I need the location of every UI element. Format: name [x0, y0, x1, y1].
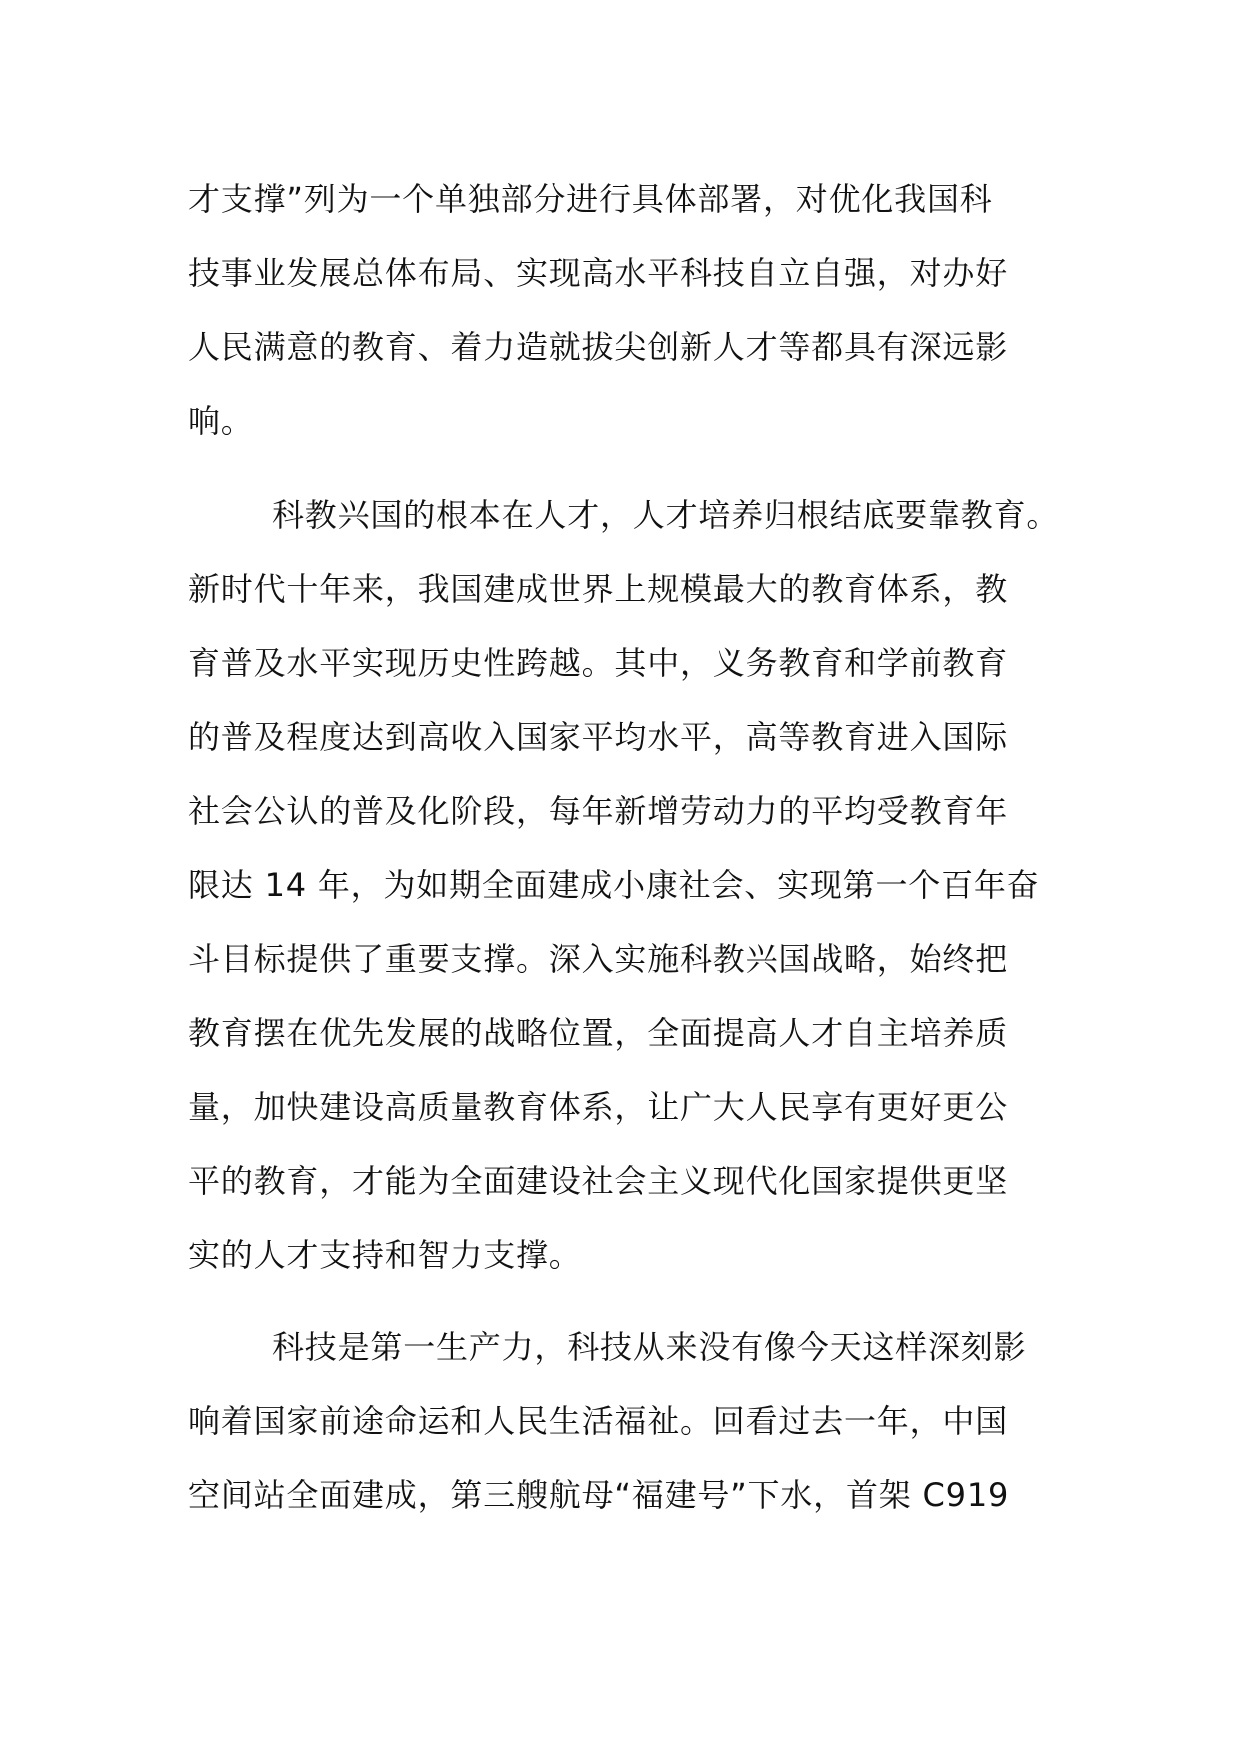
text-line: 育普及水平实现历史性跨越。其中，义务教育和学前教育	[188, 644, 1009, 682]
paragraph-1	[188, 162, 1068, 458]
paragraph-2	[188, 478, 1068, 1292]
text-line: 科教兴国的根本在人才，人才培养归根结底要靠教育。	[272, 496, 1060, 534]
text-line: 限达 14 年，为如期全面建成小康社会、实现第一个百年奋	[188, 866, 1040, 904]
text-line: 人民满意的教育、着力造就拔尖创新人才等都具有深远影	[188, 328, 1009, 366]
text-line: 技事业发展总体布局、实现高水平科技自立自强，对办好	[188, 254, 1009, 292]
text-line: 新时代十年来，我国建成世界上规模最大的教育体系，教	[188, 570, 1009, 608]
text-line: 响着国家前途命运和人民生活福祉。回看过去一年，中国	[188, 1402, 1009, 1440]
text-line: 空间站全面建成，第三艘航母“福建号”下水，首架 C919	[188, 1476, 1010, 1514]
text-line: 科技是第一生产力，科技从来没有像今天这样深刻影	[272, 1328, 1027, 1366]
text-line: 平的教育，才能为全面建设社会主义现代化国家提供更坚	[188, 1162, 1009, 1200]
text-line: 教育摆在优先发展的战略位置，全面提高人才自主培养质	[188, 1014, 1009, 1052]
text-line: 斗目标提供了重要支撑。深入实施科教兴国战略，始终把	[188, 940, 1009, 978]
text-line: 的普及程度达到高收入国家平均水平，高等教育进入国际	[188, 718, 1009, 756]
text-line: 社会公认的普及化阶段，每年新增劳动力的平均受教育年	[188, 792, 1009, 830]
text-line: 响。	[188, 402, 254, 440]
paragraph-3	[188, 1310, 1068, 1532]
text-line: 实的人才支持和智力支撑。	[188, 1236, 582, 1274]
text-line: 才支撑”列为一个单独部分进行具体部署，对优化我国科	[188, 180, 993, 218]
text-line: 量，加快建设高质量教育体系，让广大人民享有更好更公	[188, 1088, 1009, 1126]
